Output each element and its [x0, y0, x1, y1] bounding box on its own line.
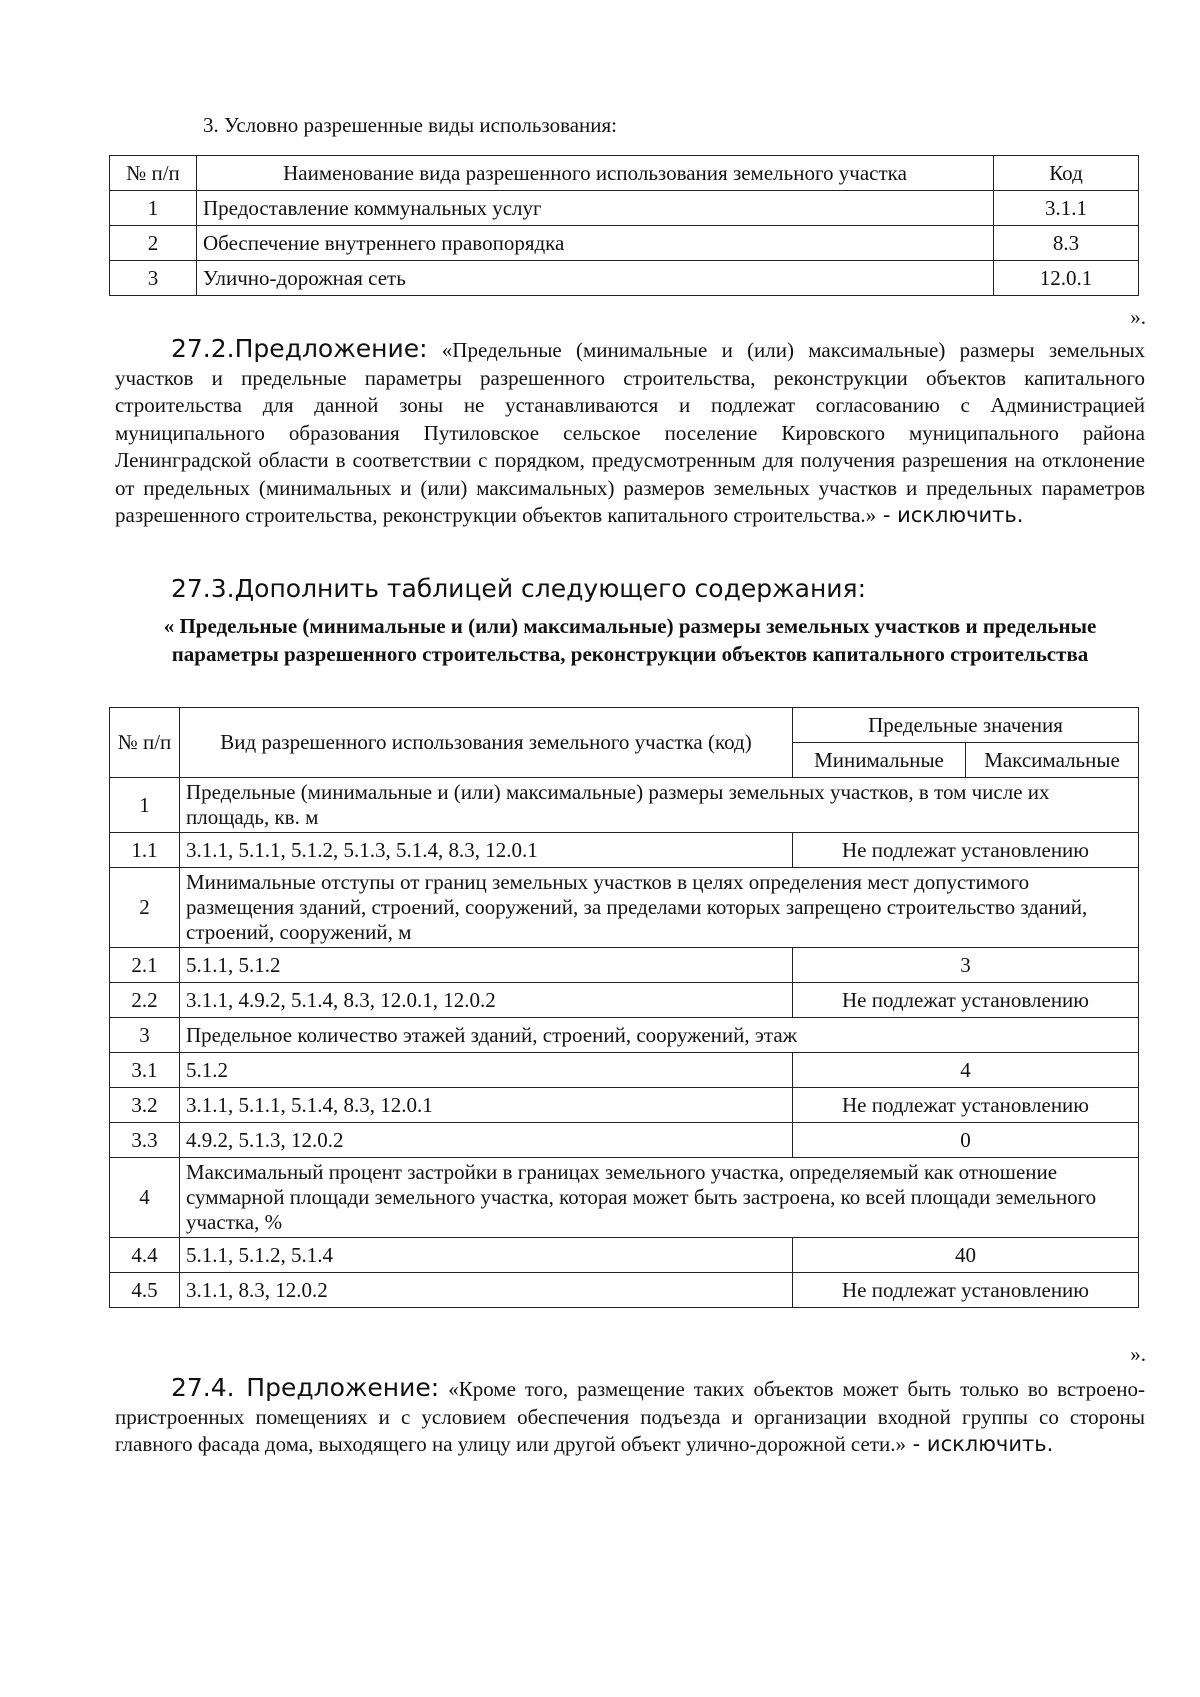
row-codes: 3.1.1, 8.3, 12.0.2 — [180, 1273, 793, 1308]
row-name: Предоставление коммунальных услуг — [197, 191, 994, 226]
row-codes: 5.1.2 — [180, 1053, 793, 1088]
row-num: 3.2 — [110, 1088, 180, 1123]
paragraph-27-2-exclude: - исключить. — [876, 503, 1024, 527]
header-name: Наименование вида разрешенного использования земельного участка — [197, 156, 994, 191]
row-num: 3 — [110, 261, 197, 296]
row-num: 3.3 — [110, 1123, 180, 1158]
table-row — [110, 1088, 1139, 1123]
paragraph-27-4-body: «Кроме того, размещение таких объектов может быть только во встроено-пристроенных помещениях и с условием обеспечения подъезда и организации входной группы со стороны главного фасада дома, выходящего на улицу или другой объект улично-дорожной сети.» — [115, 1377, 1145, 1456]
table-row — [110, 983, 1139, 1018]
row-codes: 3.1.1, 5.1.1, 5.1.2, 5.1.3, 5.1.4, 8.3, 12.0.1 — [180, 833, 793, 868]
header-num: № п/п — [110, 156, 197, 191]
table-row — [110, 1053, 1139, 1088]
row-num: 4 — [110, 1158, 180, 1238]
row-num: 2.1 — [110, 948, 180, 983]
paragraph-27-4 — [115, 1374, 1145, 1459]
quote-end-1: ». — [1130, 305, 1146, 329]
header-type: Вид разрешенного использования земельного участка (код) — [180, 708, 793, 778]
limits-table-title: « Предельные (минимальные и (или) максимальные) размеры земельных участков и предельные параметры разрешенного строительства, реконструкции объектов капитального строительства — [163, 614, 1097, 666]
row-name: Обеспечение внутреннего правопорядка — [197, 226, 994, 261]
row-codes: 4.9.2, 5.1.3, 12.0.2 — [180, 1123, 793, 1158]
header-min: Минимальные — [793, 743, 966, 778]
table-row — [110, 1273, 1139, 1308]
table-row — [110, 1238, 1139, 1273]
row-num: 1.1 — [110, 833, 180, 868]
row-codes: 3.1.1, 4.9.2, 5.1.4, 8.3, 12.0.1, 12.0.2 — [180, 983, 793, 1018]
row-value: 3 — [793, 948, 1139, 983]
row-value: 0 — [793, 1123, 1139, 1158]
quote-end-2: ». — [1130, 1342, 1146, 1366]
header-max: Максимальные — [966, 743, 1139, 778]
table-header-row — [110, 708, 1139, 743]
row-codes: 5.1.1, 5.1.2, 5.1.4 — [180, 1238, 793, 1273]
table-row — [110, 226, 1139, 261]
header-code: Код — [994, 156, 1139, 191]
row-num: 4.5 — [110, 1273, 180, 1308]
table-row — [110, 1123, 1139, 1158]
row-section-text: Предельное количество этажей зданий, строений, сооружений, этаж — [180, 1018, 1139, 1053]
table-row — [110, 833, 1139, 868]
header-limit: Предельные значения — [793, 708, 1139, 743]
paragraph-27-2 — [115, 335, 1145, 530]
row-code: 12.0.1 — [994, 261, 1139, 296]
row-section-text: Максимальный процент застройки в границах земельного участка, определяемый как отношение суммарной площади земельного участка, которая может быть застроена, ко всей площади земельного участка, % — [180, 1158, 1139, 1238]
row-code: 3.1.1 — [994, 191, 1139, 226]
row-num: 1 — [110, 778, 180, 833]
row-num: 2.2 — [110, 983, 180, 1018]
row-value: Не подлежат установлению — [793, 1273, 1139, 1308]
table-row — [110, 778, 1139, 833]
table-row — [110, 948, 1139, 983]
row-value: Не подлежат установлению — [793, 1088, 1139, 1123]
row-section-text: Предельные (минимальные и (или) максимальные) размеры земельных участков, в том числе их площадь, кв. м — [180, 778, 1139, 833]
row-num: 3 — [110, 1018, 180, 1053]
row-value: Не подлежат установлению — [793, 983, 1139, 1018]
table-row — [110, 868, 1139, 948]
row-code: 8.3 — [994, 226, 1139, 261]
table-row — [110, 1158, 1139, 1238]
conditional-uses-table — [109, 155, 1139, 296]
row-codes: 5.1.1, 5.1.2 — [180, 948, 793, 983]
paragraph-27-4-head: 27.4. Предложение: — [171, 1373, 440, 1402]
table-row — [110, 191, 1139, 226]
table-header-row — [110, 156, 1139, 191]
paragraph-27-2-head: 27.2.Предложение: — [171, 334, 428, 363]
limits-table — [109, 707, 1139, 1308]
row-num: 3.1 — [110, 1053, 180, 1088]
table-row — [110, 1018, 1139, 1053]
row-num: 2 — [110, 226, 197, 261]
section-3-title: 3. Условно разрешенные виды использования: — [203, 113, 618, 137]
header-num: № п/п — [110, 708, 180, 778]
table-row — [110, 261, 1139, 296]
row-num: 1 — [110, 191, 197, 226]
row-num: 2 — [110, 868, 180, 948]
row-name: Улично-дорожная сеть — [197, 261, 994, 296]
row-codes: 3.1.1, 5.1.1, 5.1.4, 8.3, 12.0.1 — [180, 1088, 793, 1123]
paragraph-27-4-exclude: - исключить. — [906, 1432, 1054, 1456]
row-section-text: Минимальные отступы от границ земельных участков в целях определения мест допустимого размещения зданий, строений, сооружений, за пределами которых запрещено строительство зданий, строений, сооружений, м — [180, 868, 1139, 948]
row-num: 4.4 — [110, 1238, 180, 1273]
row-value: Не подлежат установлению — [793, 833, 1139, 868]
paragraph-27-2-body: «Предельные (минимальные и (или) максимальные) размеры земельных участков и предельные параметры разрешенного строительства, реконструкции объектов капитального строительства для данной зоны не устанавливаются и подлежат согласованию с Администрацией муниципального образования Путиловское сельское поселение Кировского муниципального района Ленинградской области в соответствии с порядком, предусмотренным для получения разрешения на отклонение от предельных (минимальных и (или) максимальных) размеров земельных участков и предельных параметров разрешенного строительства, реконструкции объектов капитального строительства.» — [115, 338, 1145, 527]
row-value: 4 — [793, 1053, 1139, 1088]
row-value: 40 — [793, 1238, 1139, 1273]
paragraph-27-3-head: 27.3.Дополнить таблицей следующего содержания: — [171, 574, 867, 603]
